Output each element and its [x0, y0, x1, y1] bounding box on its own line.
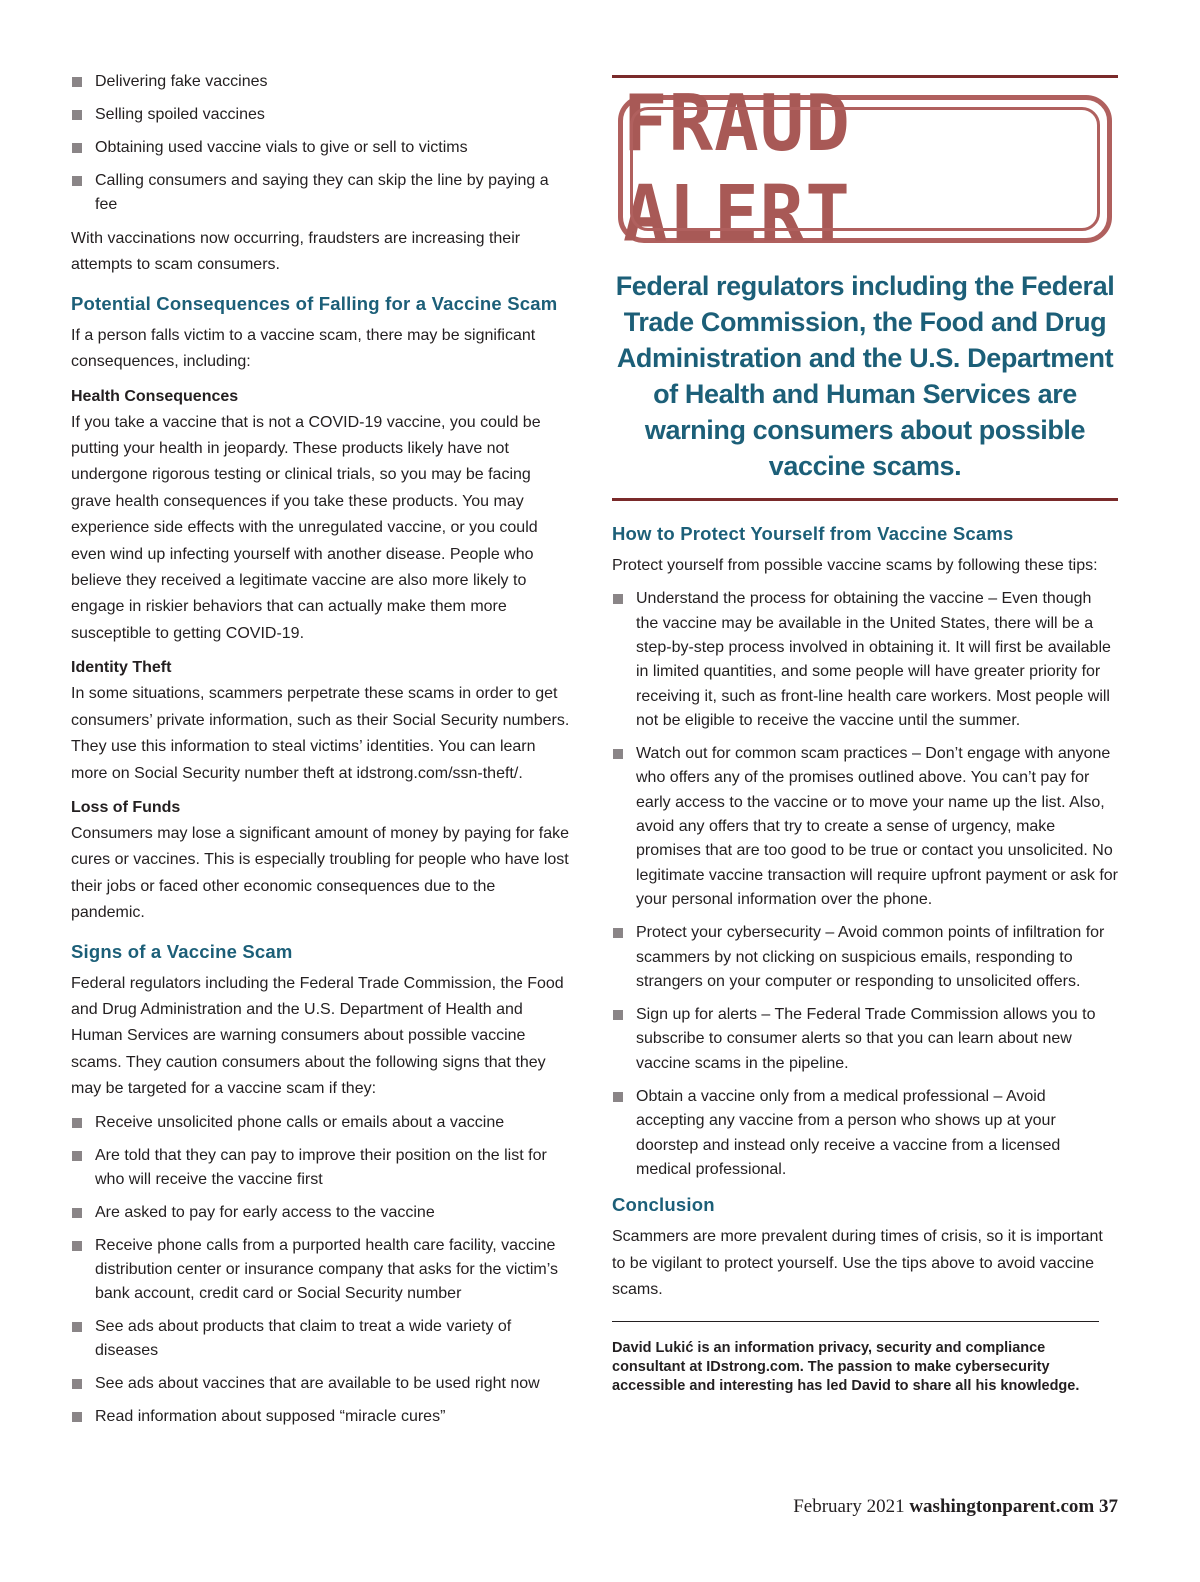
intro-list [71, 70, 571, 217]
list-item: Are told that they can pay to improve their position on the list for who will receive the vaccine first [71, 1144, 571, 1192]
bottom-rule [612, 498, 1118, 501]
list-item: Calling consumers and saying they can skip the line by paying a fee [71, 169, 571, 217]
list-item: Receive phone calls from a purported health care facility, vaccine distribution center or insurance company that asks for the victim’s bank account, credit card or Social Security number [71, 1234, 571, 1306]
page-number: 37 [1099, 1496, 1118, 1517]
health-text: If you take a vaccine that is not a COVID-19 vaccine, you could be putting your health in jeopardy. These products likely have not undergone rigorous testing or clinical trials, so you may be facing grave health consequences if you take these products. You may experience side effects with the unregulated vaccine, or you could even wind up infecting yourself with another disease. People who believe they received a legitimate vaccine are also more likely to engage in riskier behaviors that can actually make them more susceptible to getting COVID-19. [71, 413, 541, 642]
right-column [612, 75, 1118, 1396]
health-heading: Health Consequences [71, 387, 239, 405]
stamp-text: FRAUD ALERT [623, 78, 851, 260]
identity-text: In some situations, scammers perpetrate these scams in order to get consumers’ private information, such as their Social Security numbers. They use this information to steal victims’ identities. You can learn more on Social Security number theft at idstrong.com/ssn-theft/. [71, 685, 570, 782]
page-footer [793, 1496, 1118, 1518]
list-item: Are asked to pay for early access to the vaccine [71, 1201, 571, 1225]
stamp-frame [618, 78, 1112, 260]
left-column [71, 70, 571, 1438]
list-item: Obtaining used vaccine vials to give or sell to victims [71, 136, 571, 160]
signs-intro: Federal regulators including the Federal Trade Commission, the Food and Drug Administration and the U.S. Department of Health and Human Services are warning consumers about possible vaccine scams. They caution consumers about the following signs that they may be targeted for a vaccine scam if they: [71, 974, 564, 1098]
pull-quote: Federal regulators including the Federal Trade Commission, the Food and Drug Administration and the U.S. Department of Health and Human Services are warning consumers about possible vaccine scams. [615, 271, 1115, 481]
footer-date: February 2021 [793, 1496, 905, 1517]
list-item: Selling spoiled vaccines [71, 103, 571, 127]
protect-list [612, 587, 1118, 1182]
conclusion-text: Scammers are more prevalent during times of crisis, so it is important to be vigilant to protect yourself. Use the tips above to avoid vaccine scams. [612, 1228, 1103, 1299]
funds-heading: Loss of Funds [71, 798, 181, 816]
list-item: Obtain a vaccine only from a medical professional – Avoid accepting any vaccine from a person who shows up at your doorstep and instead only receive a vaccine from a licensed medical professional. [612, 1085, 1118, 1182]
fraud-alert-stamp [612, 78, 1118, 260]
list-item: Delivering fake vaccines [71, 70, 571, 94]
divider [612, 1321, 1099, 1322]
intro-paragraph: With vaccinations now occurring, fraudsters are increasing their attempts to scam consumers. [71, 230, 521, 274]
list-item: Receive unsolicited phone calls or emails about a vaccine [71, 1111, 571, 1135]
consequences-intro: If a person falls victim to a vaccine scam, there may be significant consequences, including: [71, 326, 536, 371]
protect-intro: Protect yourself from possible vaccine scams by following these tips: [612, 557, 1098, 574]
consequences-heading: Potential Consequences of Falling for a Vaccine Scam [71, 292, 558, 314]
list-item: Understand the process for obtaining the vaccine – Even though the vaccine may be available in the United States, there will be a step-by-step process involved in obtaining it. It will first be available in limited quantities, and some people will have greater priority for receiving it, such as front-line health care workers. Most people will not be eligible to receive the vaccine until the summer. [612, 587, 1118, 733]
footer-site: washingtonparent.com [909, 1496, 1095, 1517]
signs-list [71, 1111, 571, 1429]
list-item: Sign up for alerts – The Federal Trade Commission allows you to subscribe to consumer alerts so that you can learn about new vaccine scams in the pipeline. [612, 1003, 1118, 1076]
author-bio: David Lukić is an information privacy, security and compliance consultant at IDstrong.com. The passion to make cybersecurity accessible and interesting has led David to share all his knowledge. [612, 1340, 1080, 1395]
list-item: See ads about products that claim to treat a wide variety of diseases [71, 1315, 571, 1363]
list-item: See ads about vaccines that are available to be used right now [71, 1372, 571, 1396]
protect-heading: How to Protect Yourself from Vaccine Scams [612, 523, 1014, 544]
list-item: Read information about supposed “miracle cures” [71, 1405, 571, 1429]
funds-text: Consumers may lose a significant amount of money by paying for fake cures or vaccines. This is especially troubling for people who have lost their jobs or faced other economic consequences due to the pandemic. [71, 824, 570, 922]
identity-heading: Identity Theft [71, 659, 172, 677]
list-item: Watch out for common scam practices – Don’t engage with anyone who offers any of the promises outlined above. You can’t pay for early access to the vaccine or to move your name up the list. Also, avoid any offers that try to create a sense of urgency, make promises that are too good to be true or contact you unsolicited. No legitimate vaccine transaction will require upfront payment or ask for your personal information over the phone. [612, 742, 1118, 912]
conclusion-heading: Conclusion [612, 1194, 715, 1216]
signs-heading: Signs of a Vaccine Scam [71, 940, 293, 962]
list-item: Protect your cybersecurity – Avoid common points of infiltration for scammers by not clicking on suspicious emails, responding to strangers on your computer or responding to unsolicited offers. [612, 921, 1118, 994]
